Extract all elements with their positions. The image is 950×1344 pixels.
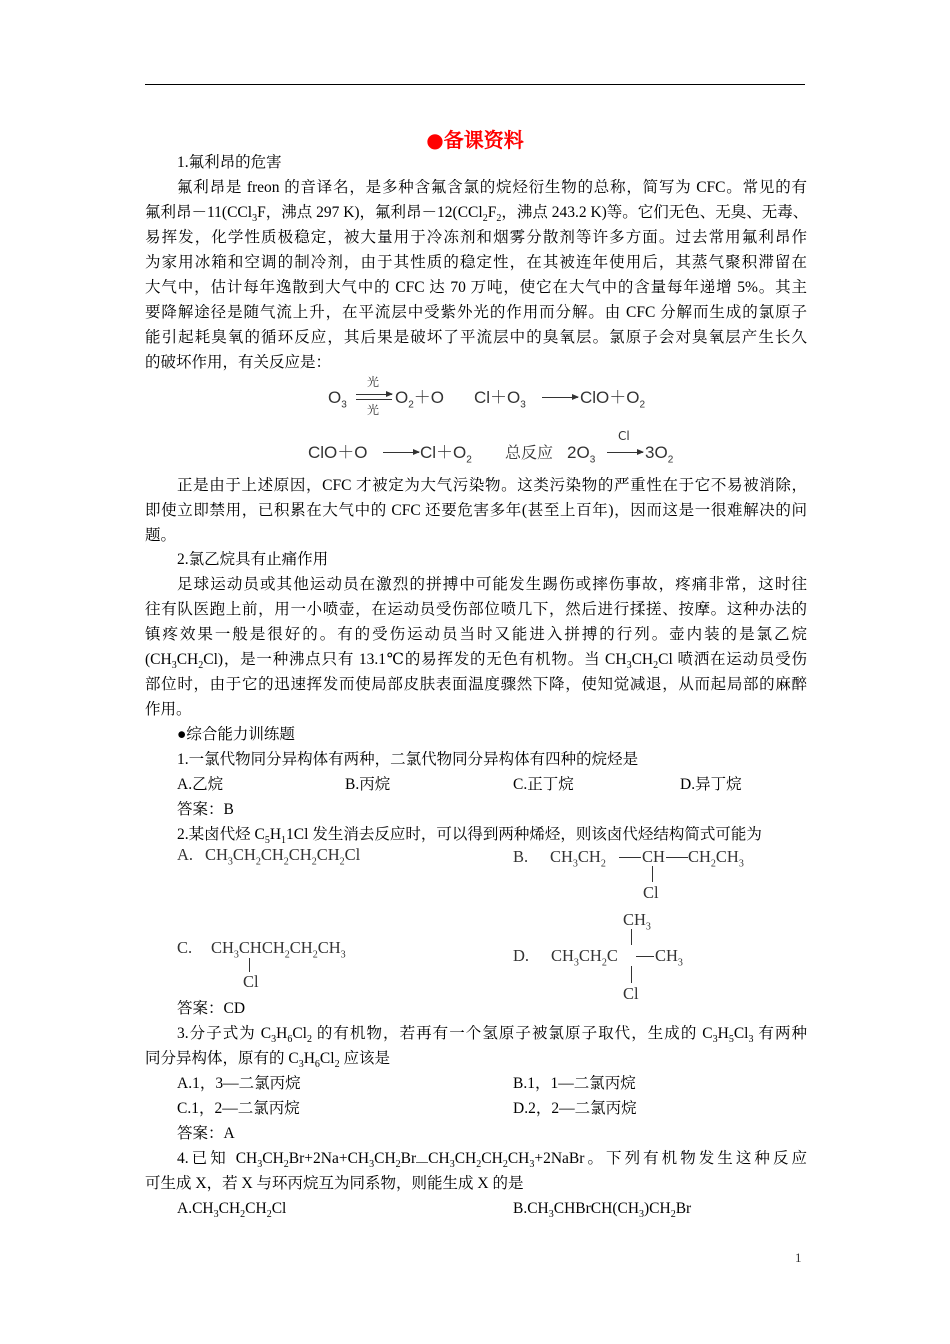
reaction-arrow: [383, 452, 419, 453]
equation-3o2: $3O_2$: [645, 443, 674, 466]
para-line: 易挥发，化学性质极稳定，被大量用于冷冻剂和烟雾分散剂等许多方面。过去常用氟利昂作: [145, 229, 807, 246]
q1-option-b: B.丙烷: [345, 776, 391, 793]
para-line: $(CH_3CH_2Cl)$，是一种沸点只有 13.1℃的易挥发的无色有机物。当 $CH_3CH_2Cl$ 喷洒在运动员受伤: [145, 651, 807, 672]
para-line: 部位时，由于它的迅速挥发而使局部皮肤表面温度骤然下降，使知觉减退，从而起局部的麻醉: [145, 676, 807, 693]
bond: [666, 857, 688, 858]
q2-label-d: D.: [513, 946, 530, 965]
q1-stem: 1.一氯代物同分异构体有两种，二氯代物同分异构体有四种的烷烃是: [177, 751, 639, 768]
q3-stem-line2: 同分异构体，原有的 $C_3H_6Cl_2$ 应该是: [145, 1050, 390, 1071]
q1-answer: 答案：B: [177, 801, 234, 818]
page-title: ●备课资料: [426, 128, 524, 152]
q1-option-c: C.正丁烷: [513, 776, 574, 793]
para-line: 镇疼效果一般是很好的。有的受伤运动员当时又能进入拼搏的行列。壶内装的是氯乙烷: [145, 626, 807, 643]
reaction-arrow: [607, 452, 643, 453]
total-reaction-label: 总反应: [505, 443, 554, 462]
equation-cl-o3: $Cl+O_3$: [474, 388, 526, 411]
para-line: 即使立即禁用，已积累在大气中的 CFC 还要危害多年(甚至上百年)，因而这是一很难解决的问: [145, 502, 807, 519]
q2-label-a: A.: [177, 845, 194, 864]
equation-cl-o2: $Cl+O_2$: [420, 443, 472, 466]
header-rule: [145, 84, 805, 85]
q2-structure-d-ch3-top: $CH_3$: [623, 910, 651, 933]
para-line: 正是由于上述原因，CFC 才被定为大气污染物。这类污染物的严重性在于它不易被消除，: [177, 477, 807, 494]
q2-structure-d-cl: Cl: [623, 984, 639, 1003]
para-line: 作用。: [145, 701, 192, 718]
equation-products: $O_2+O$: [395, 388, 445, 411]
q4-stem-line2: 可生成 X，若 X 与环丙烷互为同系物，则能生成 X 的是: [145, 1175, 524, 1192]
q2-stem: 2.某卤代烃 $C_5H_11Cl$ 发生消去反应时，可以得到两种烯烃，则该卤代烃结构简式可能为: [177, 826, 762, 847]
bond: [636, 956, 654, 957]
para-line: 大气中，估计每年逸散到大气中的 CFC 达 70 万吨，使它在大气中的含量每年递增 5%。其主: [145, 279, 807, 296]
para-line: 要降解途径是随气流上升，在平流层中受紫外光的作用而分解。由 CFC 分解而生成的氯原子: [145, 304, 807, 321]
q2-structure-c: $CH_3CHCH_2CH_2CH_3$: [211, 938, 346, 961]
q2-label-b: B.: [513, 847, 529, 866]
para-line: 足球运动员或其他运动员在激烈的拼搏中可能发生踢伤或摔伤事故，疼痛非常，这时往: [177, 576, 807, 593]
bond: [631, 929, 632, 945]
q3-answer: 答案：A: [177, 1125, 235, 1142]
reaction-arrow: [542, 397, 578, 398]
q2-structure-d: $CH_3CH_2C$: [551, 946, 618, 969]
forward-arrow: [356, 394, 392, 395]
q2-structure-c-cl: Cl: [243, 972, 259, 991]
q1-option-d: D.异丁烷: [680, 776, 742, 793]
q3-option-b: B.1，1—二氯丙烷: [513, 1075, 636, 1092]
q2-structure-d-ch3-right: $CH_3$: [655, 946, 683, 969]
q4-option-a: $A.CH_3CH_2CH_2Cl$: [177, 1200, 287, 1221]
q4-option-b: $B.CH_3CHBrCH(CH_3)CH_2Br$: [513, 1200, 692, 1221]
section-heading-cfc: 1.氟利昂的危害: [177, 154, 282, 171]
q2-structure-a: $CH_3CH_2CH_2CH_2CH_2Cl$: [205, 845, 361, 868]
bond: [631, 966, 632, 983]
light-label-bottom: 光: [367, 403, 380, 417]
para-line: 氟利昂－11(CCl$_3$F，沸点 297 K)，氟利昂$-12(CCl_2F_2$，沸点 243.2 K)等。它们无色、无臭、无毒、: [145, 204, 809, 225]
bond: [249, 958, 250, 972]
para-line: 的破坏作用，有关反应是：: [145, 354, 332, 371]
catalyst-label: Cl: [618, 429, 630, 443]
para-line: 能引起耗臭氧的循环反应，其后果是破坏了平流层中的臭氧层。氯原子会对臭氧层产生长久: [145, 329, 807, 346]
light-label-top: 光: [367, 375, 380, 389]
q3-stem: 3.分子式为 $C_3H_6Cl_2$ 的有机物，若再有一个氢原子被氯原子取代，生成的 $C_3H_5Cl_3$ 有两种: [177, 1025, 808, 1046]
q4-stem: 4.已知 $CH_3CH_2Br+2Na+CH_3CH_2Br$ $CH_3CH_2CH_2CH_3+2NaBr$。下列有机物发生这种反应: [177, 1150, 807, 1171]
q1-option-a: A.乙烷: [177, 776, 224, 793]
reverse-arrow: [356, 399, 392, 400]
bond: [619, 857, 641, 858]
q3-option-a: A.1，3—二氯丙烷: [177, 1075, 301, 1092]
bond: [652, 866, 653, 882]
equation-clo-o2: $ClO+O_2$: [580, 388, 646, 411]
q3-option-d: D.2，2—二氯丙烷: [513, 1100, 637, 1117]
section-heading-chloroethane: 2.氯乙烷具有止痛作用: [177, 551, 329, 568]
equation-clo-o: ClO＋O: [308, 443, 368, 462]
para-line: 氟利昂是 freon 的音译名，是多种含氟含氯的烷烃衍生物的总称，简写为 CFC。常见的有: [177, 179, 807, 196]
q2-structure-b: $CH_3CH_2$: [550, 847, 606, 870]
q2-structure-b-cl: Cl: [643, 883, 659, 902]
q2-label-c: C.: [177, 938, 193, 957]
q2-answer: 答案：CD: [177, 1000, 246, 1017]
para-line: 题。: [145, 527, 177, 544]
equation-o3: $O_3$: [328, 388, 347, 411]
q2-structure-b-end: $CH_2CH_3$: [688, 847, 744, 870]
para-line: 往有队医跑上前，用一小喷壶，在运动员受伤部位喷几下，然后进行揉搓、按摩。这种办法的: [145, 601, 807, 618]
q2-structure-b-ch: CH: [642, 847, 665, 866]
q3-option-c: C.1，2—二氯丙烷: [177, 1100, 300, 1117]
para-line: 为家用冰箱和空调的制冷剂，由于其性质的稳定性，在其被连年使用后，其蒸气聚积滞留在: [145, 254, 807, 271]
page-number: 1: [795, 1250, 802, 1265]
equation-2o3: $2O_3$: [567, 443, 596, 466]
exercises-heading: ●综合能力训练题: [177, 726, 295, 743]
